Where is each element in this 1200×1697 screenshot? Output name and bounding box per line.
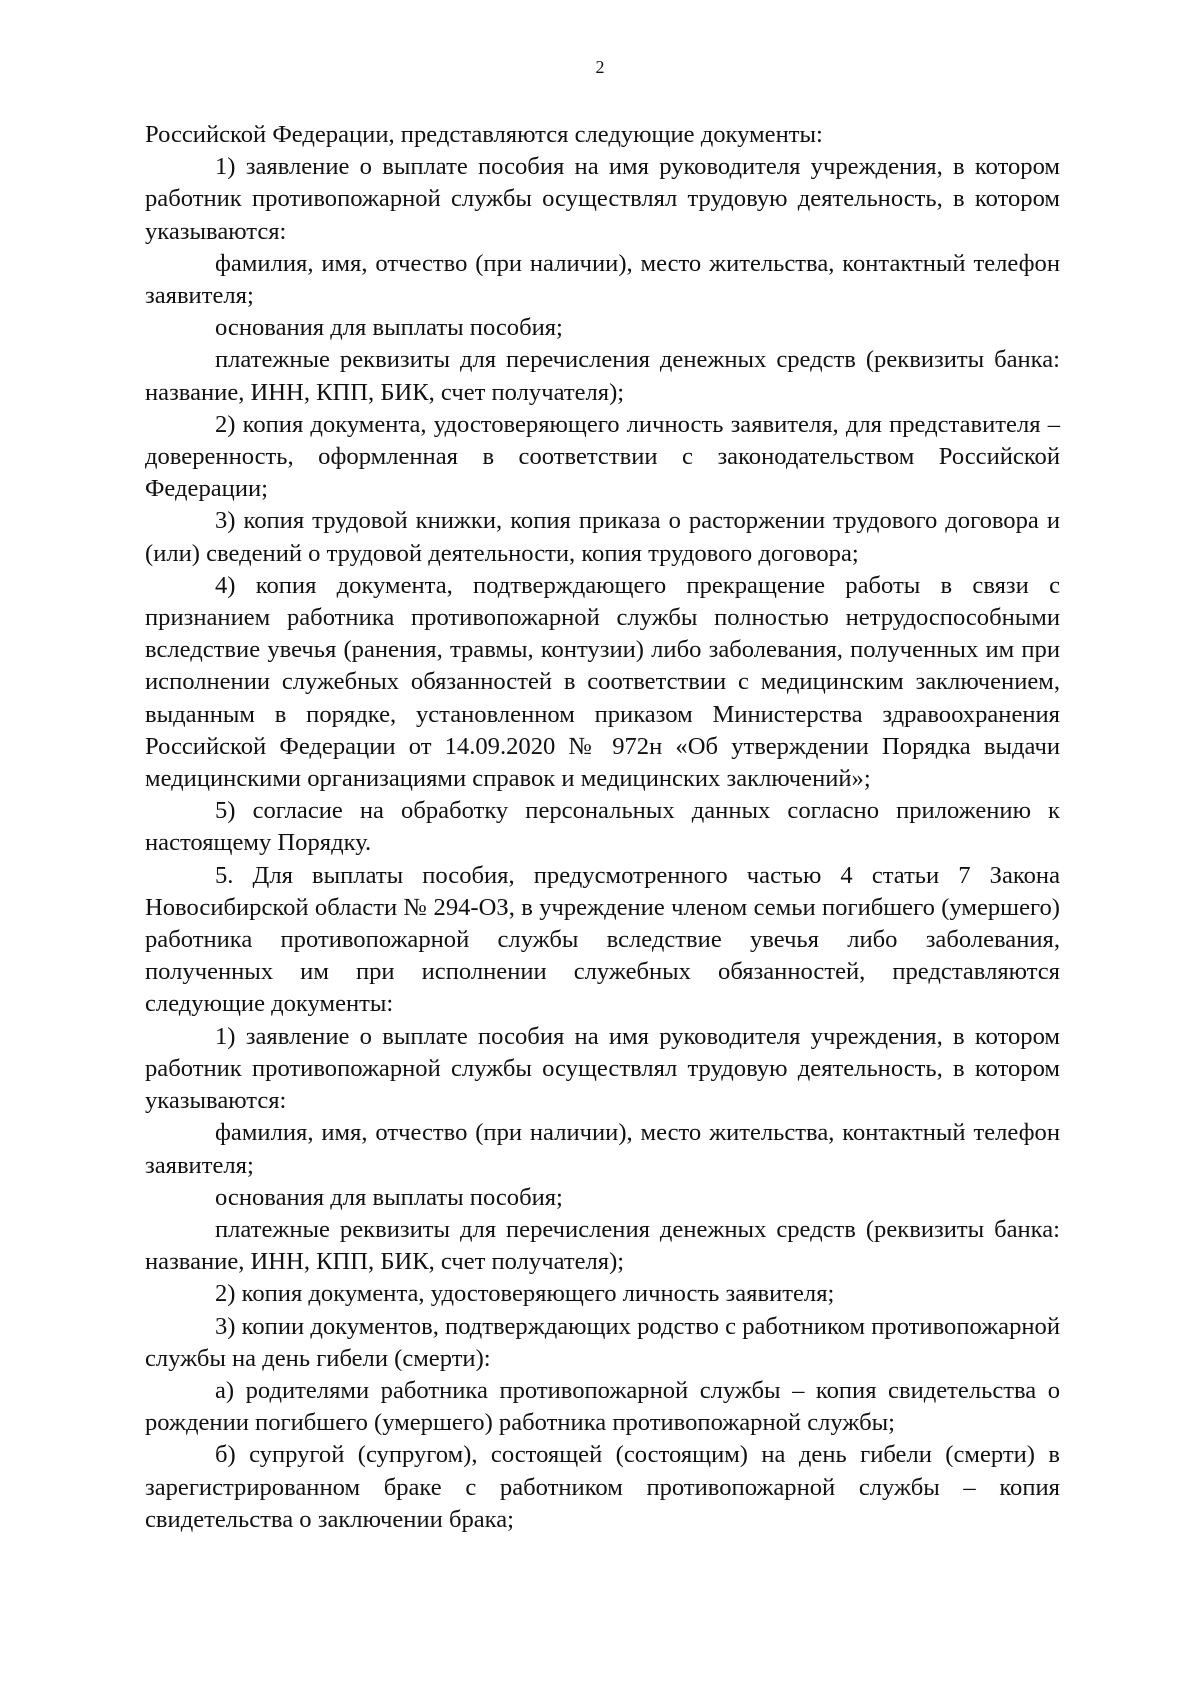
paragraph: 5) согласие на обработку персональных данных согласно приложению к настоящему Порядку. (145, 797, 1060, 857)
paragraph: а) родителями работника противопожарной службы – копия свидетельства о рождении погибшего (умершего) работника противопожарной службы; (145, 1376, 1060, 1437)
paragraph: 3) копия трудовой книжки, копия приказа о расторжении трудового договора и (или) сведений о трудовой деятельности, копия трудового договора; (145, 507, 1060, 567)
paragraph: 3) копии документов, подтверждающих родство с работником противопожарной службы на день гибели (смерти): (145, 1312, 1060, 1372)
paragraph: Российской Федерации, представляются следующие документы: (145, 121, 823, 148)
paragraph: платежные реквизиты для перечисления денежных средств (реквизиты банка: название, ИНН, КПП, БИК, счет получателя); (145, 346, 1060, 406)
paragraph: 1) заявление о выплате пособия на имя руководителя учреждения, в котором работник противопожарной службы осуществлял трудовую деятельность, в котором указываются: (145, 153, 1060, 245)
paragraph: фамилия, имя, отчество (при наличии), место жительства, контактный телефон заявителя; (145, 1119, 1060, 1179)
paragraph: основания для выплаты пособия; (215, 314, 563, 342)
paragraph: 5. Для выплаты пособия, предусмотренного частью 4 статьи 7 Закона Новосибирской области № 294-ОЗ, в учреждение членом семьи погибшего (умершего) работника противопожарной службы вследствие увечья либо заболевания, полученных им при исполнении служебных обязанностей, представляются следующие документы: (145, 861, 1060, 1018)
paragraph: 4) копия документа, подтверждающего прекращение работы в связи с признанием работника противопожарной службы полностью нетрудоспособными вследствие увечья (ранения, травмы, контузии) либо заболевания, полученных им при исполнении служебных обязанностей в соответствии с медицинским заключением, выданным в порядке, установленном приказом Министерства здравоохранения Российской Федерации от 14.09.2020 № 972н «Об утверждении Порядка выдачи медицинскими организациями справок и медицинских заключений»; (145, 571, 1060, 793)
paragraph: платежные реквизиты для перечисления денежных средств (реквизиты банка: название, ИНН, КПП, БИК, счет получателя); (145, 1215, 1060, 1276)
page-number: 2 (595, 57, 605, 77)
paragraph: фамилия, имя, отчество (при наличии), место жительства, контактный телефон заявителя; (145, 249, 1060, 310)
paragraph: б) супругой (супругом), состоящей (состоящим) на день гибели (смерти) в зарегистрированном браке с работником противопожарной службы – копия свидетельства о заключении брака; (145, 1441, 1060, 1533)
paragraph: основания для выплаты пособия; (215, 1183, 563, 1211)
paragraph: 2) копия документа, удостоверяющего личность заявителя, для представителя – доверенность, оформленная в соответствии с законодательством Российской Федерации; (145, 410, 1060, 503)
paragraph: 2) копия документа, удостоверяющего личность заявителя; (215, 1280, 835, 1308)
document-body (145, 119, 1060, 1536)
paragraph: 1) заявление о выплате пособия на имя руководителя учреждения, в котором работник противопожарной службы осуществлял трудовую деятельность, в котором указываются: (145, 1022, 1060, 1115)
